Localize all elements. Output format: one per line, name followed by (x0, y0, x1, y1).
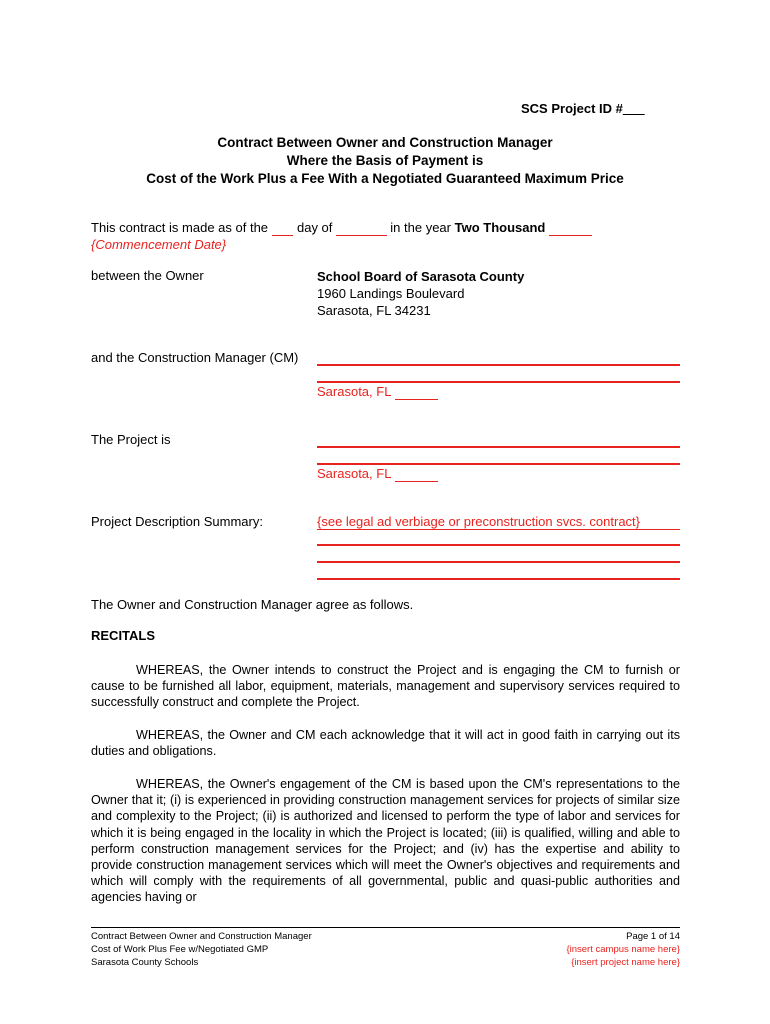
project-id (521, 101, 645, 116)
recital-paragraph-1 (91, 662, 680, 711)
recital-3-text: WHEREAS, the Owner's engagement of the CM is based upon the CM's representations to the Owner that it; (i) is experienced in providing construction management services for projects of similar size and complexity to the Project; (ii) is authorized and licensed to perform the type of labor and services for which it is being engaged in the locality in which the Project is located; (iii) is qualified, willing and able to perform construction management services for the Project; and (iv) has the expertise and ability to provide construction management services which will meet the Owner's objectives and requirements and which will comply with the requirements of all governmental, public and quasi-public authorities and agencies having or (91, 777, 680, 905)
owner-block (317, 268, 524, 319)
cm-city (317, 384, 438, 399)
project-city (317, 466, 438, 481)
footer-left-line-2: Cost of Work Plus Fee w/Negotiated GMP (91, 944, 269, 955)
footer-left (91, 930, 312, 969)
cm-name-line[interactable] (317, 364, 680, 366)
intro-line (91, 220, 592, 235)
blank-year[interactable] (549, 220, 592, 236)
recital-paragraph-2 (91, 727, 680, 759)
day-of-text: day of (296, 220, 333, 235)
footer-project-name[interactable]: {insert project name here} (571, 957, 680, 968)
title-line-1: Contract Between Owner and Construction Manager (217, 135, 553, 150)
intro-text: This contract is made as of the (91, 220, 269, 235)
title-line-2: Where the Basis of Payment is (286, 153, 484, 168)
project-name-line[interactable] (317, 446, 680, 448)
footer-left-line-3: Sarasota County Schools (91, 957, 199, 968)
project-label: The Project is (91, 432, 171, 447)
blank-month[interactable] (336, 220, 387, 236)
summary-label: Project Description Summary: (91, 514, 263, 529)
cm-address-line[interactable] (317, 381, 680, 383)
footer-right (566, 930, 680, 969)
footer-rule (91, 927, 680, 928)
owner-label: between the Owner (91, 268, 204, 283)
project-city-text: Sarasota, FL (317, 466, 391, 481)
footer-campus-name[interactable]: {insert campus name here} (566, 944, 680, 955)
agreement-statement: The Owner and Construction Manager agree as follows. (91, 597, 414, 612)
document-title (60, 134, 710, 188)
summary-line-4[interactable] (317, 578, 680, 580)
project-id-blank[interactable]: ___ (622, 101, 645, 116)
cm-label: and the Construction Manager (CM) (91, 350, 299, 365)
owner-address-1: 1960 Landings Boulevard (317, 286, 465, 301)
recitals-heading: RECITALS (91, 628, 156, 643)
year-text: Two Thousand (454, 220, 546, 235)
cm-city-text: Sarasota, FL (317, 384, 391, 399)
recital-1-text: WHEREAS, the Owner intends to construct the Project and is engaging the CM to furnish or cause to be furnished all labor, equipment, materials, management and supervisory services required to successfully construct and complete the Project. (91, 663, 680, 710)
blank-day[interactable] (272, 220, 294, 236)
in-the-year-text: in the year (390, 220, 451, 235)
cm-zip-blank[interactable] (395, 384, 438, 400)
summary-value: {see legal ad verbiage or preconstruction svcs. contract} (317, 514, 641, 529)
recital-2-text: WHEREAS, the Owner and CM each acknowledge that it will act in good faith in carrying out its duties and obligations. (91, 728, 680, 759)
summary-trail (640, 514, 654, 529)
project-address-line[interactable] (317, 463, 680, 465)
owner-address-2: Sarasota, FL 34231 (317, 303, 431, 318)
summary-line-2[interactable] (317, 544, 680, 546)
recital-paragraph-3 (91, 776, 680, 906)
summary-line-3[interactable] (317, 561, 680, 563)
project-zip-blank[interactable] (395, 466, 438, 482)
project-id-label: SCS Project ID # (521, 101, 623, 116)
summary-value-row[interactable] (317, 514, 680, 530)
footer-page-number: Page 1 of 14 (626, 931, 680, 942)
commencement-date[interactable]: {Commencement Date} (91, 237, 227, 252)
title-line-3: Cost of the Work Plus a Fee With a Negotiated Guaranteed Maximum Price (146, 171, 624, 186)
footer-left-line-1: Contract Between Owner and Construction Manager (91, 931, 312, 942)
owner-name: School Board of Sarasota County (317, 269, 525, 284)
